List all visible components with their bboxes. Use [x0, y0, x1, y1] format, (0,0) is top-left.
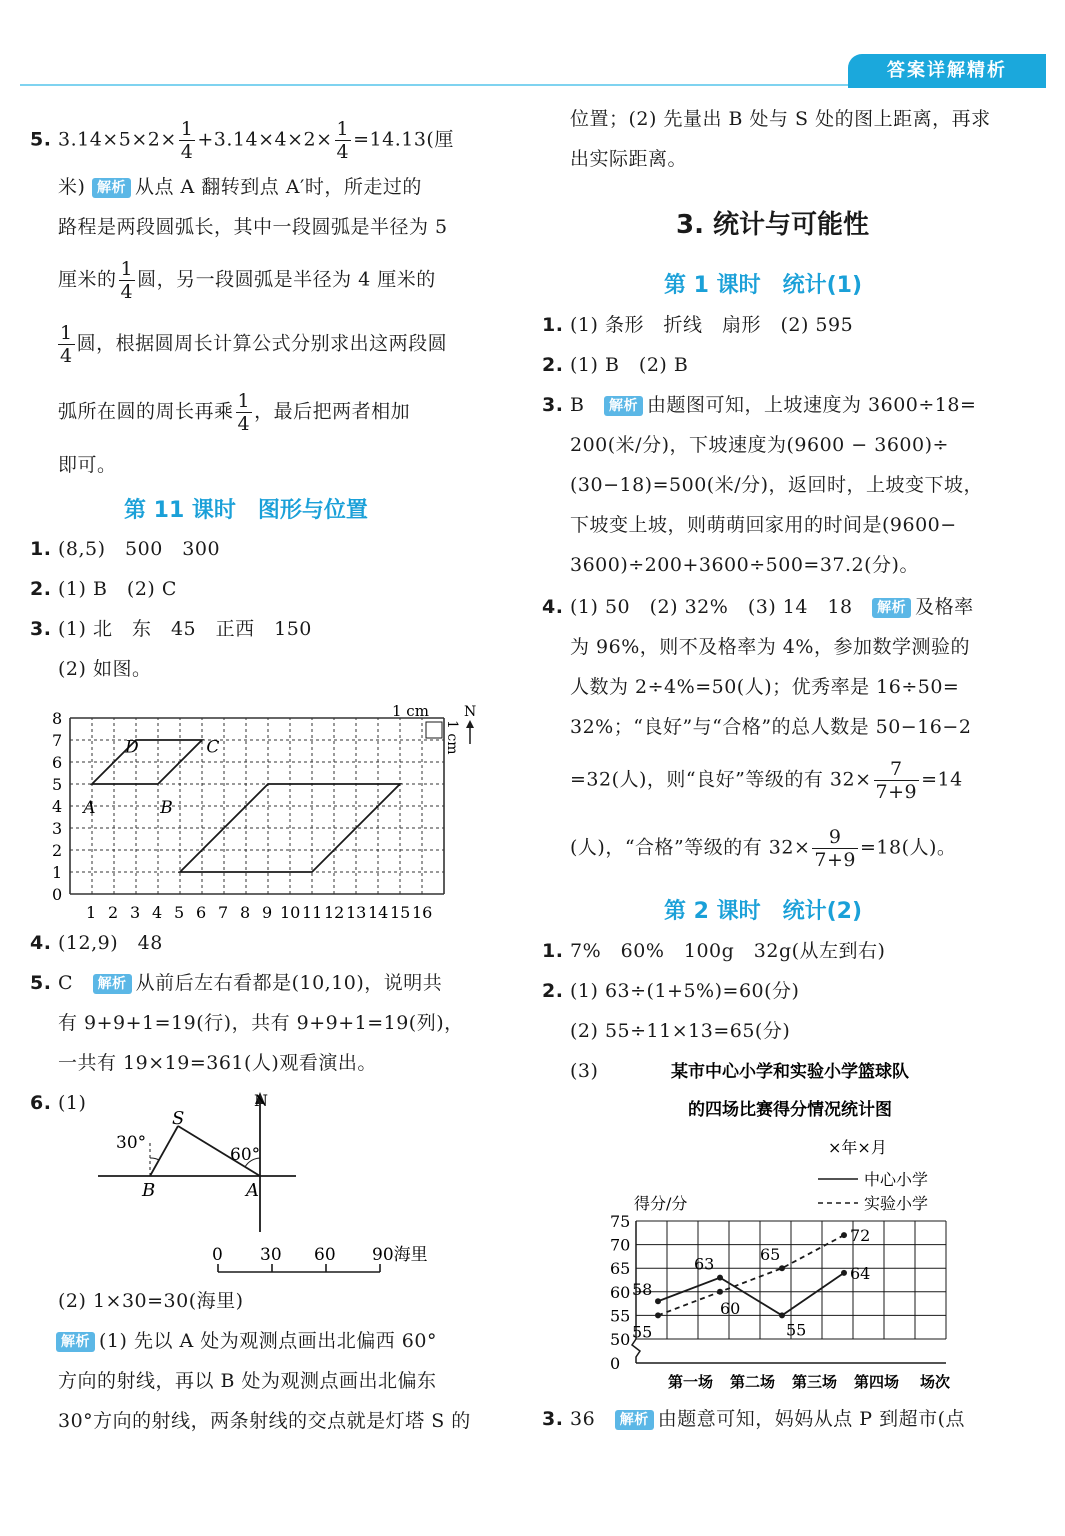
grid-x-label: 6	[196, 903, 207, 922]
grid-x-label: 5	[174, 903, 185, 922]
answer-6b: (2) 1×30=30(海里)	[58, 1290, 244, 1312]
header-tag: 答案详解精析	[848, 54, 1046, 88]
b-answer-3-l4: 下坡变上坡，则萌萌回家用的时间是(9600−	[570, 514, 957, 536]
data-point	[655, 1298, 661, 1304]
b-answer-4-l5: =32(人)，则“良好”等级的有 32× $\frac{7}{7+9}$ =14	[570, 758, 963, 803]
grid-x-label: 7	[218, 903, 229, 922]
c-answer-2b: (2) 55÷11×13=65(分)	[570, 1020, 791, 1042]
grid-x-label: 9	[262, 903, 273, 922]
grid-x-label: 11	[302, 903, 323, 922]
chart-subtitle: 的四场比赛得分情况统计图	[688, 1100, 892, 1120]
jiexi-badge: 解析	[56, 1332, 95, 1352]
y-tick-label: 55	[610, 1306, 631, 1326]
grid-x-label: 4	[152, 903, 163, 922]
section-lesson-1: 第 1 课时 统计(1)	[664, 273, 863, 298]
grid-y-label: 3	[52, 819, 63, 838]
grid-x-label: 1	[86, 903, 97, 922]
grid-x-label: 2	[108, 903, 119, 922]
y-tick-label: 50	[610, 1330, 631, 1349]
q5-line1: 5. 3.14×5×2× $\frac{1}{4}$ +3.14×4×2× $\frac{1}{4}$ =14.13(厘	[30, 118, 454, 163]
q5-line2: 米) 解析 从点 A 翻转到点 A′时，所走过的	[58, 176, 422, 198]
grid-y-label: 4	[52, 797, 63, 816]
y-tick-label: 75	[610, 1212, 631, 1231]
chart-date: ×年×月	[828, 1138, 887, 1157]
x-label-1: 第一场	[668, 1373, 714, 1391]
answer-6-analysis-1: 解析 (1) 先以 A 处为观测点画出北偏西 60°	[56, 1328, 437, 1354]
point-a: A	[246, 1180, 259, 1201]
scale-box	[426, 722, 442, 738]
score-line-chart	[600, 1055, 980, 1395]
c-answer-1: 1. 7% 60% 100g 32g(从左到右)	[542, 940, 886, 962]
b-answer-4-l6: (人)，“合格”等级的有 32× $\frac{9}{7+9}$ =18(人)。	[570, 826, 957, 871]
grid-north-label: N	[464, 704, 477, 720]
data-point	[841, 1232, 847, 1238]
scale-v-label: 1 cm	[444, 720, 460, 755]
jiexi-badge: 解析	[93, 974, 132, 994]
b-answer-3-l2: 200(米/分)，下坡速度为(9600 − 3600)÷	[570, 434, 949, 456]
scale-90: 90海里	[372, 1245, 428, 1265]
ray-b-s	[150, 1126, 178, 1176]
grid-y-label: 5	[52, 775, 63, 794]
c-answer-2a: 2. (1) 63÷(1+5%)=60(分)	[542, 980, 800, 1002]
grid-x-label: 12	[324, 903, 345, 922]
section-lesson-11: 第 11 课时 图形与位置	[124, 498, 368, 523]
grid-y-label: 8	[52, 709, 63, 728]
answer-4: 4. (12,9) 48	[30, 932, 163, 954]
point-b: B	[142, 1180, 156, 1201]
q5-line6: 弧所在圆的周长再乘 $\frac{1}{4}$ ，最后把两者相加	[58, 390, 411, 435]
data-point	[717, 1289, 723, 1295]
grid-y-label: 6	[52, 753, 63, 772]
data-label: 58	[632, 1280, 653, 1300]
answer-3b: (2) 如图。	[58, 658, 152, 680]
answer-5-line2: 有 9+9+1=19(行)，共有 9+9+1=19(列)，	[58, 1012, 464, 1034]
chapter-title: 3. 统计与可能性	[676, 210, 870, 240]
answer-5: 5. C 解析 从前后左右看都是(10,10)，说明共	[30, 972, 443, 994]
y-tick-label: 65	[610, 1259, 631, 1279]
grid-x-label: 16	[412, 903, 433, 922]
y-tick-label: 0	[610, 1354, 621, 1373]
jiexi-badge: 解析	[92, 178, 131, 198]
grid-x-label: 15	[390, 903, 411, 922]
grid-point-label: D	[125, 737, 139, 758]
grid-y-label: 1	[52, 863, 63, 882]
position-grid-figure	[40, 690, 480, 922]
b-answer-1: 1. (1) 条形 折线 扇形 (2) 595	[542, 314, 854, 336]
grid-x-label: 10	[280, 903, 301, 922]
x-label-3: 第三场	[792, 1373, 838, 1391]
jiexi-badge: 解析	[615, 1410, 654, 1430]
answer-3: 3. (1) 北 东 45 正西 150	[30, 618, 312, 640]
angle-label-30: 30°	[116, 1133, 147, 1153]
legend-center-school: 中心小学	[864, 1170, 929, 1189]
legend-experimental-school: 实验小学	[864, 1194, 929, 1213]
grid-x-label: 14	[368, 903, 389, 922]
answer-6-analysis-3: 30°方向的射线，两条射线的交点就是灯塔 S 的	[58, 1410, 471, 1432]
q5-line4: 厘米的 $\frac{1}{4}$ 圆，另一段圆弧是半径为 4 厘米的	[58, 258, 436, 303]
data-point	[779, 1312, 785, 1318]
grid-x-label: 13	[346, 903, 367, 922]
b-answer-2: 2. (1) B (2) B	[542, 354, 689, 376]
data-label: 64	[850, 1263, 871, 1283]
b-answer-4: 4. (1) 50 (2) 32% (3) 14 18 解析 及格率	[542, 596, 974, 618]
b-answer-4-l3: 人数为 2÷4%=50(人)；优秀率是 16÷50=	[570, 676, 960, 698]
chart-ylabel: 得分/分	[634, 1194, 688, 1213]
right-line2: 出实际距离。	[570, 148, 688, 170]
q5-line5: $\frac{1}{4}$ 圆，根据圆周长计算公式分别求出这两段圆	[60, 322, 448, 367]
answer-6: 6. (1)	[30, 1092, 87, 1114]
answer-2: 2. (1) B (2) C	[30, 578, 177, 600]
angle-label-60: 60°	[230, 1145, 261, 1165]
grid-y-label: 2	[52, 841, 63, 860]
b-answer-3: 3. B 解析 由题图可知，上坡速度为 3600÷18=	[542, 394, 977, 416]
data-label: 65	[760, 1245, 781, 1265]
b-answer-3-l5: 3600)÷200+3600÷500=37.2(分)。	[570, 554, 919, 576]
data-point	[779, 1265, 785, 1271]
c-answer-3: 3. 36 解析 由题意可知，妈妈从点 P 到超市(点	[542, 1408, 965, 1430]
y-tick-label: 60	[610, 1282, 631, 1302]
right-line1: 位置；(2) 先量出 B 处与 S 处的图上距离，再求	[570, 108, 991, 130]
point-s: S	[172, 1108, 185, 1129]
x-label-2: 第二场	[730, 1373, 776, 1391]
answer-5-line3: 一共有 19×19=361(人)观看演出。	[58, 1052, 377, 1074]
data-label: 60	[720, 1298, 741, 1318]
b-answer-4-l4: 32%；“良好”与“合格”的总人数是 50−16−2	[570, 716, 972, 738]
data-label: 63	[694, 1254, 715, 1274]
data-point	[841, 1270, 847, 1276]
b-answer-4-l2: 为 96%，则不及格率为 4%，参加数学测验的	[570, 636, 970, 658]
grid-point-label: A	[83, 798, 96, 819]
jiexi-badge: 解析	[872, 598, 911, 618]
scale-h-label: 1 cm	[392, 702, 429, 720]
data-label: 55	[632, 1322, 653, 1342]
b-answer-3-l3: (30−18)=500(米/分)，返回时，上坡变下坡，	[570, 474, 984, 496]
grid-point-label: C	[206, 737, 220, 758]
grid-y-label: 0	[52, 885, 63, 904]
data-point	[655, 1312, 661, 1318]
answer-1: 1. (8,5) 500 300	[30, 538, 221, 560]
north-label: N	[254, 1091, 268, 1110]
angle-arc-b	[150, 1158, 159, 1160]
section-lesson-2: 第 2 课时 统计(2)	[664, 899, 863, 924]
data-label: 72	[850, 1226, 871, 1246]
q5-line7: 即可。	[58, 454, 117, 476]
scale-60: 60	[314, 1245, 336, 1265]
jiexi-badge: 解析	[604, 396, 643, 416]
series-line-1	[658, 1235, 844, 1315]
data-point	[717, 1275, 723, 1281]
q5-line3: 路程是两段圆弧长，其中一段圆弧是半径为 5	[58, 216, 448, 238]
answer-6-analysis-2: 方向的射线，再以 B 处为观测点画出北偏东	[58, 1370, 437, 1392]
grid-point-label: B	[160, 798, 173, 819]
x-label-4: 第四场	[854, 1373, 900, 1391]
grid-x-label: 8	[240, 903, 251, 922]
grid-north-arrow-icon	[466, 720, 474, 728]
axis-break-icon	[632, 1339, 640, 1363]
scale-0: 0	[212, 1245, 223, 1265]
data-label: 55	[786, 1320, 807, 1340]
scale-30: 30	[260, 1245, 282, 1265]
compass-diagram	[90, 1086, 470, 1276]
chart-title: 某市中心小学和实验小学篮球队	[671, 1062, 909, 1082]
c-answer-2c: (3)	[570, 1060, 599, 1082]
chart-xlabel: 场次	[920, 1373, 951, 1391]
grid-x-label: 3	[130, 903, 141, 922]
y-tick-label: 70	[610, 1235, 631, 1255]
grid-y-label: 7	[52, 731, 63, 750]
